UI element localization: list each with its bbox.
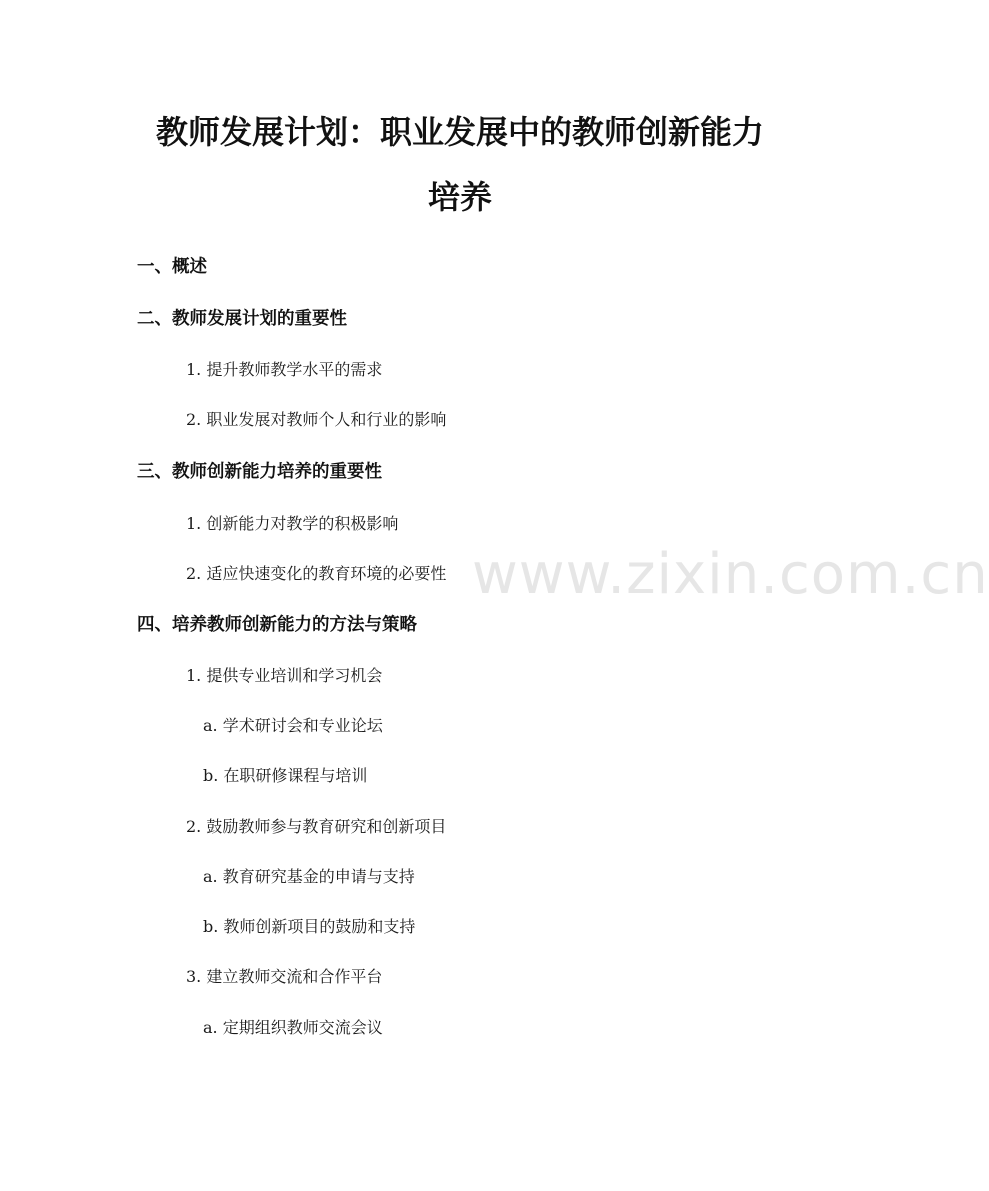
- sub-list-item: a. 定期组织教师交流会议: [203, 1018, 383, 1037]
- section-heading-1: 一、概述: [137, 257, 207, 277]
- sub-list-item: b. 教师创新项目的鼓励和支持: [203, 917, 416, 936]
- document-title-line-1: 教师发展计划：职业发展中的教师创新能力: [155, 113, 764, 151]
- sub-list-item: a. 学术研讨会和专业论坛: [203, 716, 383, 735]
- list-item: 2. 适应快速变化的教育环境的必要性: [186, 564, 447, 583]
- section-heading-3: 三、教师创新能力培养的重要性: [137, 462, 382, 482]
- document-title-line-2: 培养: [427, 178, 492, 216]
- watermark: www.zixin.com.cn: [472, 542, 989, 607]
- list-item: 1. 提供专业培训和学习机会: [186, 666, 383, 685]
- list-item: 2. 职业发展对教师个人和行业的影响: [186, 410, 447, 429]
- list-item: 1. 创新能力对教学的积极影响: [186, 514, 399, 533]
- sub-list-item: b. 在职研修课程与培训: [203, 766, 368, 785]
- sub-list-item: a. 教育研究基金的申请与支持: [203, 867, 415, 886]
- list-item: 2. 鼓励教师参与教育研究和创新项目: [186, 817, 447, 836]
- list-item: 1. 提升教师教学水平的需求: [186, 360, 383, 379]
- list-item: 3. 建立教师交流和合作平台: [186, 967, 383, 986]
- section-heading-2: 二、教师发展计划的重要性: [137, 309, 347, 329]
- section-heading-4: 四、培养教师创新能力的方法与策略: [137, 615, 417, 635]
